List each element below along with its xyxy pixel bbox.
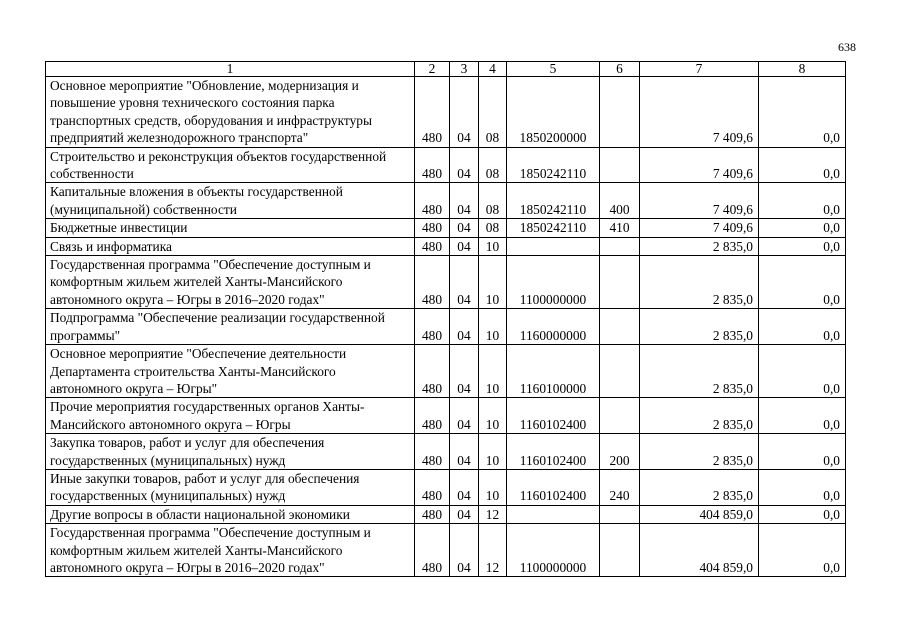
section-cell: 04 bbox=[450, 524, 479, 577]
header-cell: 6 bbox=[600, 62, 640, 77]
table-row bbox=[46, 256, 846, 309]
amount-cell: 7 409,6 bbox=[640, 219, 759, 237]
amount-cell: 2 835,0 bbox=[640, 237, 759, 255]
admin-code-cell: 480 bbox=[415, 469, 450, 505]
row-name-cell: Строительство и реконструкция объектов государственной собственности bbox=[46, 147, 415, 183]
amount-cell: 404 859,0 bbox=[640, 505, 759, 523]
row-name-cell: Иные закупки товаров, работ и услуг для обеспечения государственных (муниципальных) нужд bbox=[46, 469, 415, 505]
expense-type-cell bbox=[600, 398, 640, 434]
table-row bbox=[46, 219, 846, 237]
amount-cell: 7 409,6 bbox=[640, 183, 759, 219]
section-cell: 04 bbox=[450, 237, 479, 255]
row-name-cell: Основное мероприятие "Обновление, модернизация и повышение уровня технического состояния парка транспортных средств, оборудования и инфраструктуры предприятий железнодорожного транспорта" bbox=[46, 77, 415, 148]
expense-type-cell: 240 bbox=[600, 469, 640, 505]
section-cell: 04 bbox=[450, 469, 479, 505]
subsection-cell: 12 bbox=[479, 505, 507, 523]
section-cell: 04 bbox=[450, 183, 479, 219]
budget-table bbox=[45, 61, 846, 577]
amount-cell: 2 835,0 bbox=[640, 309, 759, 345]
table-row bbox=[46, 434, 846, 470]
expense-type-cell bbox=[600, 147, 640, 183]
subsection-cell: 10 bbox=[479, 398, 507, 434]
admin-code-cell: 480 bbox=[415, 183, 450, 219]
amount-extra-cell: 0,0 bbox=[759, 219, 846, 237]
row-name-cell: Капитальные вложения в объекты государственной (муниципальной) собственности bbox=[46, 183, 415, 219]
table-row bbox=[46, 469, 846, 505]
section-cell: 04 bbox=[450, 434, 479, 470]
page-number: 638 bbox=[838, 40, 856, 54]
expense-type-cell bbox=[600, 505, 640, 523]
admin-code-cell: 480 bbox=[415, 219, 450, 237]
subsection-cell: 08 bbox=[479, 219, 507, 237]
admin-code-cell: 480 bbox=[415, 147, 450, 183]
expense-type-cell bbox=[600, 309, 640, 345]
row-name-cell: Подпрограмма "Обеспечение реализации государственной программы" bbox=[46, 309, 415, 345]
section-cell: 04 bbox=[450, 77, 479, 148]
admin-code-cell: 480 bbox=[415, 77, 450, 148]
admin-code-cell: 480 bbox=[415, 345, 450, 398]
header-cell: 2 bbox=[415, 62, 450, 77]
target-article-cell bbox=[507, 237, 600, 255]
amount-extra-cell: 0,0 bbox=[759, 256, 846, 309]
amount-cell: 2 835,0 bbox=[640, 398, 759, 434]
header-cell: 5 bbox=[507, 62, 600, 77]
section-cell: 04 bbox=[450, 147, 479, 183]
admin-code-cell: 480 bbox=[415, 256, 450, 309]
amount-cell: 2 835,0 bbox=[640, 256, 759, 309]
amount-cell: 2 835,0 bbox=[640, 469, 759, 505]
amount-extra-cell: 0,0 bbox=[759, 345, 846, 398]
table-row bbox=[46, 77, 846, 148]
admin-code-cell: 480 bbox=[415, 398, 450, 434]
expense-type-cell: 200 bbox=[600, 434, 640, 470]
row-name-cell: Прочие мероприятия государственных органов Ханты-Мансийского автономного округа – Югры bbox=[46, 398, 415, 434]
target-article-cell: 1160100000 bbox=[507, 345, 600, 398]
target-article-cell: 1100000000 bbox=[507, 256, 600, 309]
subsection-cell: 10 bbox=[479, 345, 507, 398]
subsection-cell: 10 bbox=[479, 309, 507, 345]
table-row bbox=[46, 398, 846, 434]
table-row bbox=[46, 524, 846, 577]
table-row bbox=[46, 505, 846, 523]
table-row bbox=[46, 147, 846, 183]
target-article-cell: 1160102400 bbox=[507, 469, 600, 505]
table-row bbox=[46, 309, 846, 345]
admin-code-cell: 480 bbox=[415, 237, 450, 255]
expense-type-cell bbox=[600, 237, 640, 255]
target-article-cell: 1850242110 bbox=[507, 219, 600, 237]
section-cell: 04 bbox=[450, 505, 479, 523]
section-cell: 04 bbox=[450, 309, 479, 345]
target-article-cell: 1160102400 bbox=[507, 398, 600, 434]
row-name-cell: Другие вопросы в области национальной экономики bbox=[46, 505, 415, 523]
section-cell: 04 bbox=[450, 219, 479, 237]
subsection-cell: 12 bbox=[479, 524, 507, 577]
admin-code-cell: 480 bbox=[415, 309, 450, 345]
target-article-cell: 1100000000 bbox=[507, 524, 600, 577]
row-name-cell: Бюджетные инвестиции bbox=[46, 219, 415, 237]
subsection-cell: 08 bbox=[479, 183, 507, 219]
expense-type-cell bbox=[600, 77, 640, 148]
expense-type-cell bbox=[600, 524, 640, 577]
amount-extra-cell: 0,0 bbox=[759, 183, 846, 219]
amount-extra-cell: 0,0 bbox=[759, 237, 846, 255]
amount-extra-cell: 0,0 bbox=[759, 309, 846, 345]
section-cell: 04 bbox=[450, 256, 479, 309]
header-cell: 8 bbox=[759, 62, 846, 77]
subsection-cell: 10 bbox=[479, 434, 507, 470]
table-row bbox=[46, 345, 846, 398]
target-article-cell: 1160000000 bbox=[507, 309, 600, 345]
subsection-cell: 08 bbox=[479, 147, 507, 183]
target-article-cell: 1850200000 bbox=[507, 77, 600, 148]
amount-extra-cell: 0,0 bbox=[759, 505, 846, 523]
admin-code-cell: 480 bbox=[415, 434, 450, 470]
table-row bbox=[46, 237, 846, 255]
amount-extra-cell: 0,0 bbox=[759, 398, 846, 434]
amount-cell: 404 859,0 bbox=[640, 524, 759, 577]
target-article-cell bbox=[507, 505, 600, 523]
admin-code-cell: 480 bbox=[415, 505, 450, 523]
header-cell: 3 bbox=[450, 62, 479, 77]
target-article-cell: 1850242110 bbox=[507, 147, 600, 183]
header-cell: 4 bbox=[479, 62, 507, 77]
expense-type-cell bbox=[600, 345, 640, 398]
header-cell: 7 bbox=[640, 62, 759, 77]
subsection-cell: 08 bbox=[479, 77, 507, 148]
amount-cell: 2 835,0 bbox=[640, 434, 759, 470]
subsection-cell: 10 bbox=[479, 237, 507, 255]
expense-type-cell: 400 bbox=[600, 183, 640, 219]
amount-cell: 7 409,6 bbox=[640, 147, 759, 183]
row-name-cell: Основное мероприятие "Обеспечение деятельности Департамента строительства Ханты-Мансийского автономного округа – Югры" bbox=[46, 345, 415, 398]
admin-code-cell: 480 bbox=[415, 524, 450, 577]
amount-extra-cell: 0,0 bbox=[759, 147, 846, 183]
row-name-cell: Связь и информатика bbox=[46, 237, 415, 255]
table-row bbox=[46, 183, 846, 219]
expense-type-cell: 410 bbox=[600, 219, 640, 237]
amount-extra-cell: 0,0 bbox=[759, 77, 846, 148]
expense-type-cell bbox=[600, 256, 640, 309]
header-cell: 1 bbox=[46, 62, 415, 77]
subsection-cell: 10 bbox=[479, 469, 507, 505]
amount-cell: 7 409,6 bbox=[640, 77, 759, 148]
table-header-row bbox=[46, 62, 846, 77]
amount-extra-cell: 0,0 bbox=[759, 469, 846, 505]
section-cell: 04 bbox=[450, 345, 479, 398]
row-name-cell: Государственная программа "Обеспечение доступным и комфортным жильем жителей Ханты-Мансийского автономного округа – Югры в 2016–2020 годах" bbox=[46, 256, 415, 309]
target-article-cell: 1850242110 bbox=[507, 183, 600, 219]
row-name-cell: Закупка товаров, работ и услуг для обеспечения государственных (муниципальных) нужд bbox=[46, 434, 415, 470]
amount-extra-cell: 0,0 bbox=[759, 434, 846, 470]
row-name-cell: Государственная программа "Обеспечение доступным и комфортным жильем жителей Ханты-Мансийского автономного округа – Югры в 2016–2020 годах" bbox=[46, 524, 415, 577]
amount-extra-cell: 0,0 bbox=[759, 524, 846, 577]
subsection-cell: 10 bbox=[479, 256, 507, 309]
section-cell: 04 bbox=[450, 398, 479, 434]
amount-cell: 2 835,0 bbox=[640, 345, 759, 398]
target-article-cell: 1160102400 bbox=[507, 434, 600, 470]
